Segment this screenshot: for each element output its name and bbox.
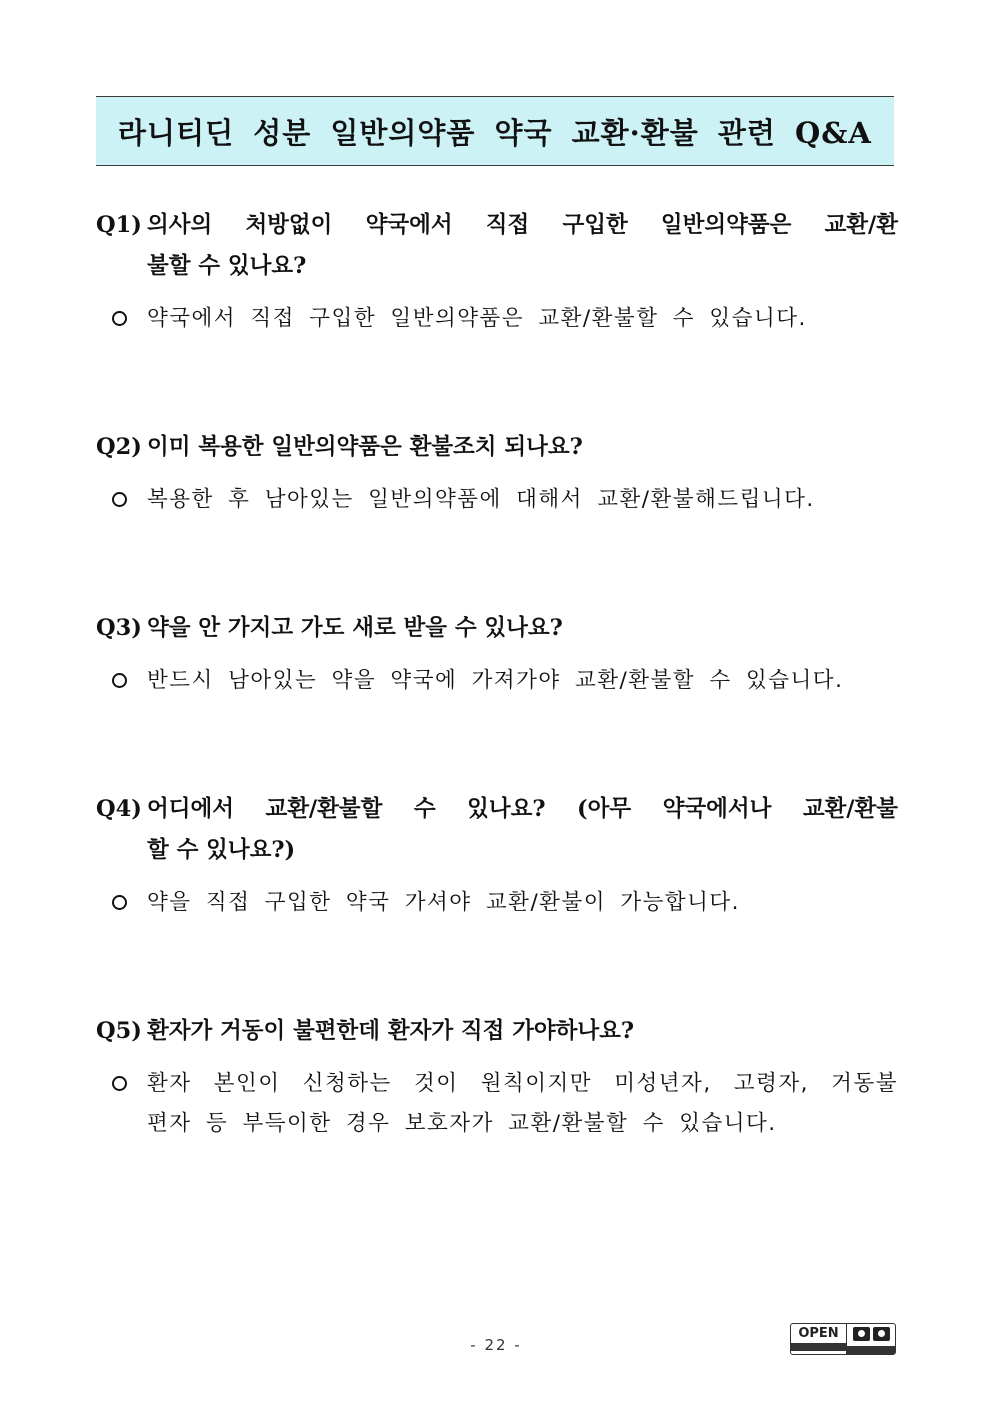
qa-item-3 bbox=[96, 608, 898, 701]
question-line bbox=[96, 789, 898, 830]
attribution-icon bbox=[853, 1327, 870, 1341]
open-logo bbox=[791, 1324, 847, 1354]
answer-text: 환자 본인이 신청하는 것이 원칙이지만 미성년자, 고령자, 거동불 bbox=[147, 1071, 898, 1096]
question-label: Q2) bbox=[96, 434, 142, 460]
question-text: 약을 안 가지고 가도 새로 받을 수 있나요? bbox=[147, 615, 563, 641]
question-text: 어디에서 교환/환불할 수 있나요? (아무 약국에서나 교환/환불 bbox=[147, 796, 898, 822]
page-number: - 22 - bbox=[470, 1336, 522, 1354]
license-icon-row bbox=[847, 1324, 895, 1346]
answer-text: 편자 등 부득이한 경우 보호자가 교환/환불할 수 있습니다. bbox=[147, 1111, 777, 1136]
question-label: Q3) bbox=[96, 615, 142, 641]
question-line bbox=[96, 608, 898, 649]
qa-item-4 bbox=[96, 789, 898, 923]
license-strip bbox=[847, 1346, 895, 1354]
bullet-circle-icon bbox=[112, 1076, 127, 1091]
open-license-badge bbox=[790, 1323, 896, 1355]
question-label: Q1) bbox=[96, 212, 142, 238]
noncommercial-icon bbox=[873, 1327, 890, 1341]
bullet-circle-icon bbox=[112, 895, 127, 910]
question-label: Q5) bbox=[96, 1018, 142, 1044]
answer-text: 반드시 남아있는 약을 약국에 가져가야 교환/환불할 수 있습니다. bbox=[147, 668, 844, 693]
open-label: OPEN bbox=[798, 1326, 839, 1341]
answer-text: 약을 직접 구입한 약국 가셔야 교환/환불이 가능합니다. bbox=[147, 890, 741, 915]
answer bbox=[96, 1064, 898, 1144]
question-line bbox=[96, 1011, 898, 1052]
question-text: 불할 수 있나요? bbox=[147, 253, 307, 279]
qa-item-5 bbox=[96, 1011, 898, 1144]
question-text: 의사의 처방없이 약국에서 직접 구입한 일반의약품은 교환/환 bbox=[147, 212, 898, 238]
question-line bbox=[96, 246, 898, 287]
bullet-circle-icon bbox=[112, 673, 127, 688]
qa-item-2 bbox=[96, 427, 898, 520]
bullet-circle-icon bbox=[112, 492, 127, 507]
license-icons bbox=[847, 1324, 895, 1354]
answer-text: 복용한 후 남아있는 일반의약품에 대해서 교환/환불해드립니다. bbox=[147, 487, 815, 512]
question-text: 할 수 있나요?) bbox=[147, 837, 296, 863]
answer bbox=[96, 480, 898, 520]
answer bbox=[96, 661, 898, 701]
question-text: 환자가 거동이 불편한데 환자가 직접 가야하나요? bbox=[147, 1018, 635, 1044]
page-title: 라니티딘 성분 일반의약품 약국 교환·환불 관련 Q&A bbox=[118, 115, 872, 150]
answer bbox=[96, 299, 898, 339]
question-label: Q4) bbox=[96, 796, 142, 822]
open-sub-strip bbox=[791, 1343, 846, 1351]
question-line bbox=[96, 427, 898, 468]
answer bbox=[96, 883, 898, 923]
question-line bbox=[96, 830, 898, 871]
bullet-circle-icon bbox=[112, 311, 127, 326]
question-line bbox=[96, 205, 898, 246]
title-box bbox=[96, 96, 894, 166]
question-text: 이미 복용한 일반의약품은 환불조치 되나요? bbox=[147, 434, 583, 460]
qa-item-1 bbox=[96, 205, 898, 339]
answer-text: 약국에서 직접 구입한 일반의약품은 교환/환불할 수 있습니다. bbox=[147, 306, 807, 331]
